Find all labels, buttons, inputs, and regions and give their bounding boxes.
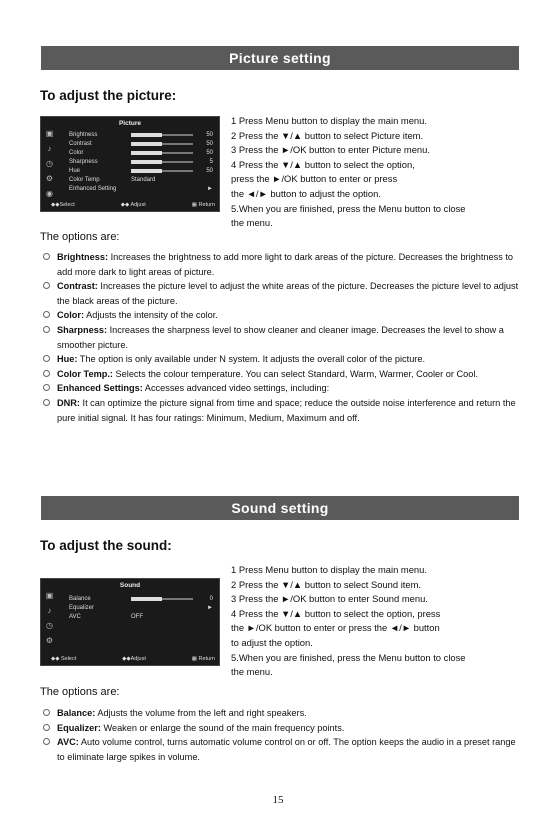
picture-icon: ▣ — [45, 129, 54, 138]
menu-row-label: Balance — [69, 596, 91, 602]
menu-row — [69, 140, 213, 148]
menu-row-value: ► — [207, 186, 213, 192]
picture-menu-title: Picture — [118, 120, 142, 127]
picture-menu-footer — [51, 202, 215, 208]
menu-row-value: 50 — [206, 168, 213, 174]
picture-icon: ▣ — [45, 591, 54, 600]
menu-row — [69, 149, 213, 157]
page-number: 15 — [272, 794, 284, 806]
bullet-icon — [43, 738, 50, 745]
step: the ◄/► button to adjust the option. — [231, 187, 381, 199]
picture-options-list — [43, 250, 521, 425]
bullet-icon — [43, 326, 50, 333]
bullet-icon — [43, 724, 50, 731]
sound-steps — [231, 563, 466, 680]
menu-row-slider — [131, 598, 193, 600]
option-item — [43, 279, 521, 308]
menu-row-value: ► — [207, 605, 213, 611]
menu-row-slider — [131, 152, 193, 154]
option-term: Equalizer: — [57, 722, 101, 733]
menu-row-label: AVC — [69, 614, 81, 620]
option-item — [43, 396, 521, 425]
menu-row-label: Enhanced Setting — [69, 186, 117, 192]
menu-row-value: 50 — [206, 132, 213, 138]
option-description: Weaken or enlarge the sound of the main frequency points. — [100, 722, 345, 733]
bullet-icon — [43, 399, 50, 406]
option-description: Increases the sharpness level to show cleaner and cleaner image. Decreases the level to show a smoother picture. — [57, 324, 504, 350]
return-hint: ▦ Return — [191, 656, 215, 662]
option-description: Adjusts the volume from the left and right speakers. — [95, 708, 307, 718]
option-term: DNR: — [57, 397, 80, 408]
menu-row — [69, 158, 213, 166]
menu-row-value: Standard — [131, 177, 156, 183]
option-description: Adjusts the intensity of the color. — [84, 310, 218, 321]
menu-row-value: 50 — [206, 150, 213, 156]
picture-heading: To adjust the picture: — [40, 88, 177, 103]
return-hint: ▦ Return — [191, 202, 215, 208]
step: to adjust the option. — [231, 636, 313, 648]
sound-menu-title: Sound — [119, 582, 141, 589]
option-term: Hue: — [57, 354, 78, 365]
menu-row-label: Equalizer — [69, 605, 95, 611]
option-term: Contrast: — [57, 281, 98, 292]
step: press the ►/OK button to enter or press — [231, 173, 398, 185]
menu-row-slider-fill — [131, 597, 162, 601]
menu-row-value: OFF — [131, 614, 143, 620]
sound-options-label: The options are: — [40, 686, 120, 698]
menu-row-label: Color Temp — [69, 177, 100, 183]
menu-row-label: Sharpness — [69, 159, 98, 165]
option-term: Color Temp.: — [57, 368, 113, 379]
menu-row — [69, 185, 213, 193]
option-term: AVC: — [57, 737, 79, 748]
option-term: Sharpness: — [57, 324, 108, 335]
lock-icon: ◉ — [46, 189, 53, 198]
menu-row-slider — [131, 134, 193, 136]
sound-heading: To adjust the sound: — [40, 538, 172, 553]
option-item — [43, 308, 521, 323]
option-term: Enhanced Settings: — [57, 383, 143, 394]
step: the ►/OK button to enter or press the ◄/► button — [231, 622, 440, 634]
step: 3 Press the ►/OK button to enter Picture menu. — [231, 144, 430, 156]
option-term: Color: — [57, 310, 85, 321]
bullet-icon — [43, 311, 50, 318]
menu-row-slider — [131, 161, 193, 163]
menu-row-value: 5 — [209, 159, 213, 165]
picture-setting-title-bar: Picture setting — [41, 46, 519, 70]
picture-menu-icons — [45, 129, 55, 204]
bullet-icon — [43, 282, 50, 289]
picture-steps — [231, 114, 466, 231]
option-item — [43, 721, 521, 736]
menu-row — [69, 167, 213, 175]
menu-row — [69, 176, 213, 184]
menu-row-label: Hue — [69, 168, 81, 174]
menu-row-slider — [131, 143, 193, 145]
step: 1 Press Menu button to display the main menu. — [231, 564, 427, 575]
step: 4 Press the ▼/▲ button to select the option, press — [231, 607, 441, 619]
option-item — [43, 323, 521, 352]
step: 2 Press the ▼/▲ button to select Sound item. — [231, 578, 422, 590]
menu-row-slider-fill — [131, 160, 162, 164]
setup-icon: ⚙ — [45, 636, 54, 645]
sound-icon: ♪ — [47, 606, 52, 615]
select-hint: ◆◆ Select — [51, 656, 77, 662]
bullet-icon — [43, 370, 50, 377]
adjust-hint: ◆◆ Adjust — [120, 202, 146, 208]
option-description: Increases the brightness to add more light to dark areas of the picture. Decreases the brightness to add more dark to light areas of picture. — [57, 252, 514, 277]
sound-menu-footer — [51, 656, 215, 662]
bullet-icon — [43, 253, 50, 260]
bullet-icon — [43, 709, 50, 716]
option-description: It can optimize the picture signal from time and space; reduce the outside noise interference and return the pure initial signal. It has four ratings: Minimum, Medium, Maximum and off. — [57, 397, 516, 423]
menu-row-slider — [131, 170, 193, 172]
step: 5.When you are finished, press the Menu button to close — [231, 202, 466, 214]
clock-icon: ◷ — [46, 159, 53, 168]
menu-row — [69, 595, 213, 603]
option-description: Accesses advanced video settings, including: — [142, 383, 330, 394]
menu-row-label: Color — [69, 150, 84, 156]
sound-options-list — [43, 706, 521, 764]
option-item — [43, 250, 521, 279]
option-term: Balance: — [57, 708, 96, 718]
menu-row-slider-fill — [131, 151, 162, 155]
menu-row-slider-fill — [131, 142, 162, 146]
step: 3 Press the ►/OK button to enter Sound menu. — [231, 593, 428, 605]
sound-icon: ♪ — [47, 144, 52, 153]
sound-menu-icons — [45, 591, 55, 651]
option-term: Brightness: — [57, 252, 109, 262]
menu-row-slider-fill — [131, 169, 162, 173]
option-description: Selects the colour temperature. You can select Standard, Warm, Warmer, Cooler or Cool. — [112, 368, 478, 379]
menu-row-label: Brightness — [69, 132, 98, 138]
menu-row — [69, 604, 213, 612]
sound-setting-title-bar: Sound setting — [41, 496, 519, 520]
bullet-icon — [43, 355, 50, 362]
menu-row-value: 50 — [206, 141, 213, 147]
step: 5.When you are finished, press the Menu button to close — [231, 651, 466, 663]
option-item — [43, 381, 521, 396]
bullet-icon — [43, 384, 50, 391]
step: the menu. — [231, 217, 273, 229]
step: the menu. — [231, 666, 273, 678]
picture-menu-screenshot — [40, 116, 220, 212]
menu-row-label: Contrast — [69, 141, 92, 147]
step: 2 Press the ▼/▲ button to select Picture item. — [231, 129, 424, 141]
step: 1 Press Menu button to display the main menu. — [231, 115, 427, 126]
sound-menu-screenshot — [40, 578, 220, 666]
option-item — [43, 352, 521, 367]
option-description: The option is only available under N system. It adjusts the overall color of the picture. — [77, 354, 426, 365]
option-description: Auto volume control, turns automatic volume control on or off. The option keeps the audio in a preset range to eliminate large spikes in volume. — [57, 737, 516, 762]
menu-row — [69, 613, 213, 621]
option-item — [43, 735, 521, 764]
select-hint: ◆◆Select — [51, 202, 75, 208]
menu-row — [69, 131, 213, 139]
option-item — [43, 367, 521, 382]
option-item — [43, 706, 521, 721]
step: 4 Press the ▼/▲ button to select the option, — [231, 158, 415, 170]
clock-icon: ◷ — [46, 621, 53, 630]
setup-icon: ⚙ — [45, 174, 54, 183]
picture-options-label: The options are: — [40, 231, 120, 243]
menu-row-value: 0 — [209, 596, 213, 602]
option-description: Increases the picture level to adjust the white areas of the picture. Decreases the picture level to adjust the black areas of the picture. — [57, 281, 519, 306]
menu-row-slider-fill — [131, 133, 162, 137]
adjust-hint: ◆◆Adjust — [122, 656, 146, 662]
